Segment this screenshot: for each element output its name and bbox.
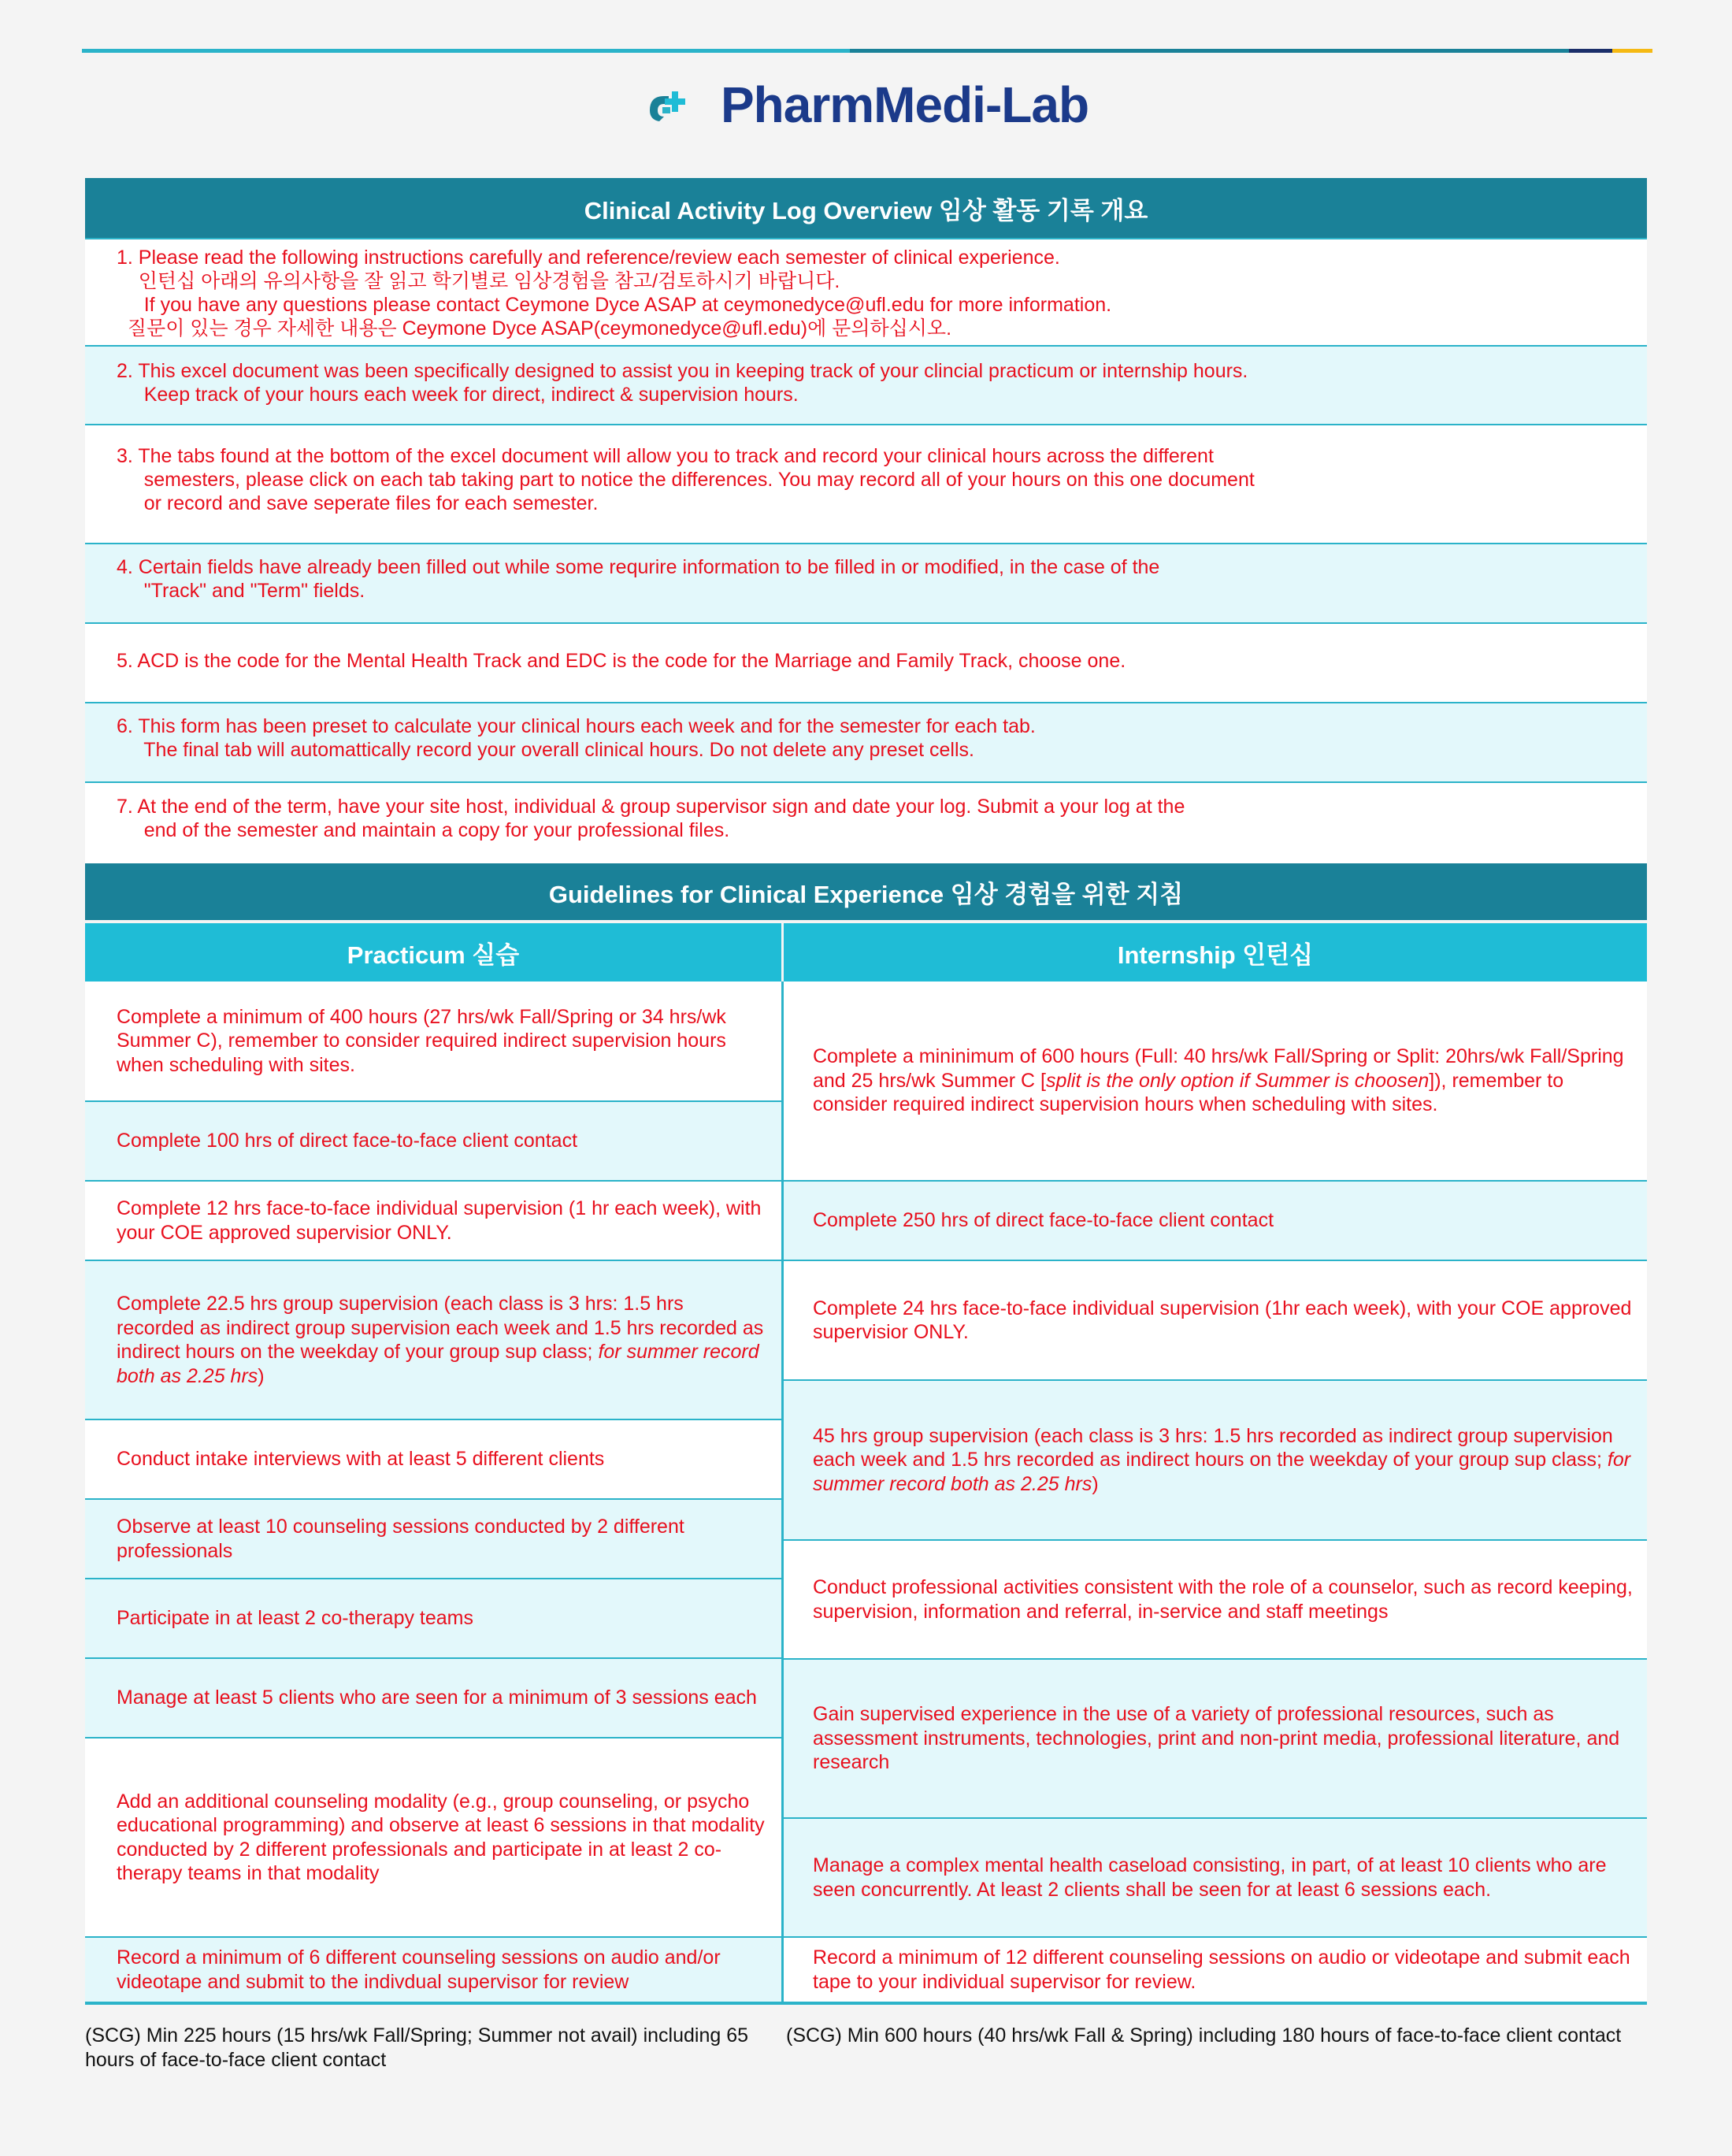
top-accent-bar xyxy=(82,49,850,53)
internship-item: Complete 24 hrs face-to-face individual supervision (1hr each week), with your COE approved supervisior ONLY. xyxy=(784,1261,1647,1381)
practicum-item: Add an additional counseling modality (e.g., group counseling, or psycho educational programming) and observe at least 6 sessions in that modality conducted by 2 different professionals and participate in at least 2 co-therapy teams in that modality xyxy=(85,1739,781,1938)
instruction-item-2 xyxy=(85,347,1647,425)
guidelines-table xyxy=(85,982,1647,2002)
instruction-line: 4. Certain fields have already been filled out while some requrire information to be filled in or modified, in the case of the xyxy=(117,556,1160,578)
instruction-line: 인턴십 아래의 유의사항을 잘 읽고 학기별로 임상경험을 참고/검토하시기 바랍니다. xyxy=(117,270,840,292)
instruction-line: semesters, please click on each tab taking part to notice the differences. You may record all of your hours on this one document xyxy=(117,469,1255,491)
internship-item: Gain supervised experience in the use of a variety of professional resources, such as assessment instruments, technologies, print and non-print media, professional literature, and research xyxy=(784,1660,1647,1819)
top-accent-bar xyxy=(850,49,1569,53)
internship-item: Record a minimum of 12 different counseling sessions on audio or videotape and submit each tape to your individual supervisor for review. xyxy=(784,1938,1647,2002)
practicum-header: Practicum 실습 xyxy=(85,923,781,982)
instruction-line: 1. Please read the following instructions carefully and reference/review each semester of clinical experience. xyxy=(117,247,1060,269)
instruction-line: end of the semester and maintain a copy for your professional files. xyxy=(117,819,730,841)
instruction-line: 6. This form has been preset to calculate your clinical hours each week and for the semester for each tab. xyxy=(117,715,1036,737)
medical-cross-icon xyxy=(643,87,692,123)
footer-note-practicum: (SCG) Min 225 hours (15 hrs/wk Fall/Spring; Summer not avail) including 65 hours of face-to-face client contact xyxy=(85,2024,749,2071)
practicum-column xyxy=(85,982,784,2002)
practicum-item: Conduct intake interviews with at least 5 different clients xyxy=(85,1420,781,1500)
instruction-line: The final tab will automattically record your overall clinical hours. Do not delete any preset cells. xyxy=(117,739,974,761)
practicum-item: Participate in at least 2 co-therapy teams xyxy=(85,1579,781,1659)
internship-item: Manage a complex mental health caseload consisting, in part, of at least 10 clients who are seen concurrently. At least 2 clients shall be seen for at least 6 sessions each. xyxy=(784,1819,1647,1938)
instruction-item-4 xyxy=(85,544,1647,624)
brand-title: PharmMedi-Lab xyxy=(720,76,1089,133)
footer-note-internship: (SCG) Min 600 hours (40 hrs/wk Fall & Spring) including 180 hours of face-to-face client contact xyxy=(786,2024,1622,2047)
document-page xyxy=(85,178,1647,2073)
guidelines-column-headers xyxy=(85,923,1647,982)
internship-item: Complete 250 hrs of direct face-to-face client contact xyxy=(784,1182,1647,1261)
instruction-line: Keep track of your hours each week for direct, indirect & supervision hours. xyxy=(117,384,799,406)
footer-notes xyxy=(85,2024,1647,2073)
practicum-item: Manage at least 5 clients who are seen for a minimum of 3 sessions each xyxy=(85,1659,781,1739)
practicum-item: Complete 12 hrs face-to-face individual supervision (1 hr each week), with your COE approved supervisior ONLY. xyxy=(85,1182,781,1261)
instruction-line: 2. This excel document was been specifically designed to assist you in keeping track of your clincial practicum or internship hours. xyxy=(117,360,1248,382)
instruction-line: 5. ACD is the code for the Mental Health Track and EDC is the code for the Marriage and Family Track, choose one. xyxy=(117,650,1126,672)
instruction-item-5 xyxy=(85,624,1647,703)
practicum-item: Complete 22.5 hrs group supervision (each class is 3 hrs: 1.5 hrs recorded as indirect group supervision each week and 1.5 hrs recorded as indirect hours on the weekday of your group sup class; for summer record both as 2.25 hrs) xyxy=(85,1261,781,1420)
internship-item: Conduct professional activities consistent with the role of a counselor, such as record keeping, supervision, information and referral, in-service and staff meetings xyxy=(784,1541,1647,1660)
brand-logo xyxy=(0,75,1732,134)
overview-header: Clinical Activity Log Overview 임상 활동 기록 개요 xyxy=(85,178,1647,239)
instruction-line: If you have any questions please contact Ceymone Dyce ASAP at ceymonedyce@ufl.edu for more information. xyxy=(117,294,1112,316)
internship-header: Internship 인턴십 xyxy=(784,923,1647,982)
practicum-item: Complete a minimum of 400 hours (27 hrs/wk Fall/Spring or 34 hrs/wk Summer C), remember to consider required indirect supervision hours when scheduling with sites. xyxy=(85,982,781,1102)
internship-column xyxy=(784,982,1647,2002)
instruction-line: or record and save seperate files for each semester. xyxy=(117,492,599,514)
table-bottom-line xyxy=(85,2002,1647,2005)
instruction-line: 7. At the end of the term, have your site host, individual & group supervisor sign and date your log. Submit a your log at the xyxy=(117,796,1185,818)
top-accent-bar xyxy=(1612,49,1652,53)
internship-item: Complete a mininimum of 600 hours (Full: 40 hrs/wk Fall/Spring or Split: 20hrs/wk Fall/Spring and 25 hrs/wk Summer C [split is the only option if Summer is choosen]), remember to consider required indirect supervision hours when scheduling with sites. xyxy=(784,982,1647,1182)
instruction-item-1 xyxy=(85,239,1647,347)
practicum-item: Observe at least 10 counseling sessions conducted by 2 different professionals xyxy=(85,1500,781,1579)
practicum-item: Record a minimum of 6 different counseling sessions on audio and/or videotape and submit to the indivdual supervisor for review xyxy=(85,1938,781,2002)
instruction-line: 3. The tabs found at the bottom of the excel document will allow you to track and record your clinical hours across the different xyxy=(117,445,1214,467)
top-accent-bar xyxy=(1569,49,1612,53)
instruction-line: "Track" and "Term" fields. xyxy=(117,580,365,602)
instruction-item-7 xyxy=(85,783,1647,863)
instruction-item-6 xyxy=(85,703,1647,783)
instruction-line: 질문이 있는 경우 자세한 내용은 Ceymone Dyce ASAP(ceymonedyce@ufl.edu)에 문의하십시오. xyxy=(117,317,952,340)
practicum-item: Complete 100 hrs of direct face-to-face client contact xyxy=(85,1102,781,1182)
internship-item: 45 hrs group supervision (each class is 3 hrs: 1.5 hrs recorded as indirect group supervision each week and 1.5 hrs recorded as indirect hours on the weekday of your group sup class; for summer record both as 2.25 hrs) xyxy=(784,1381,1647,1541)
guidelines-header: Guidelines for Clinical Experience 임상 경험을 위한 지침 xyxy=(85,863,1647,923)
instruction-item-3 xyxy=(85,425,1647,544)
